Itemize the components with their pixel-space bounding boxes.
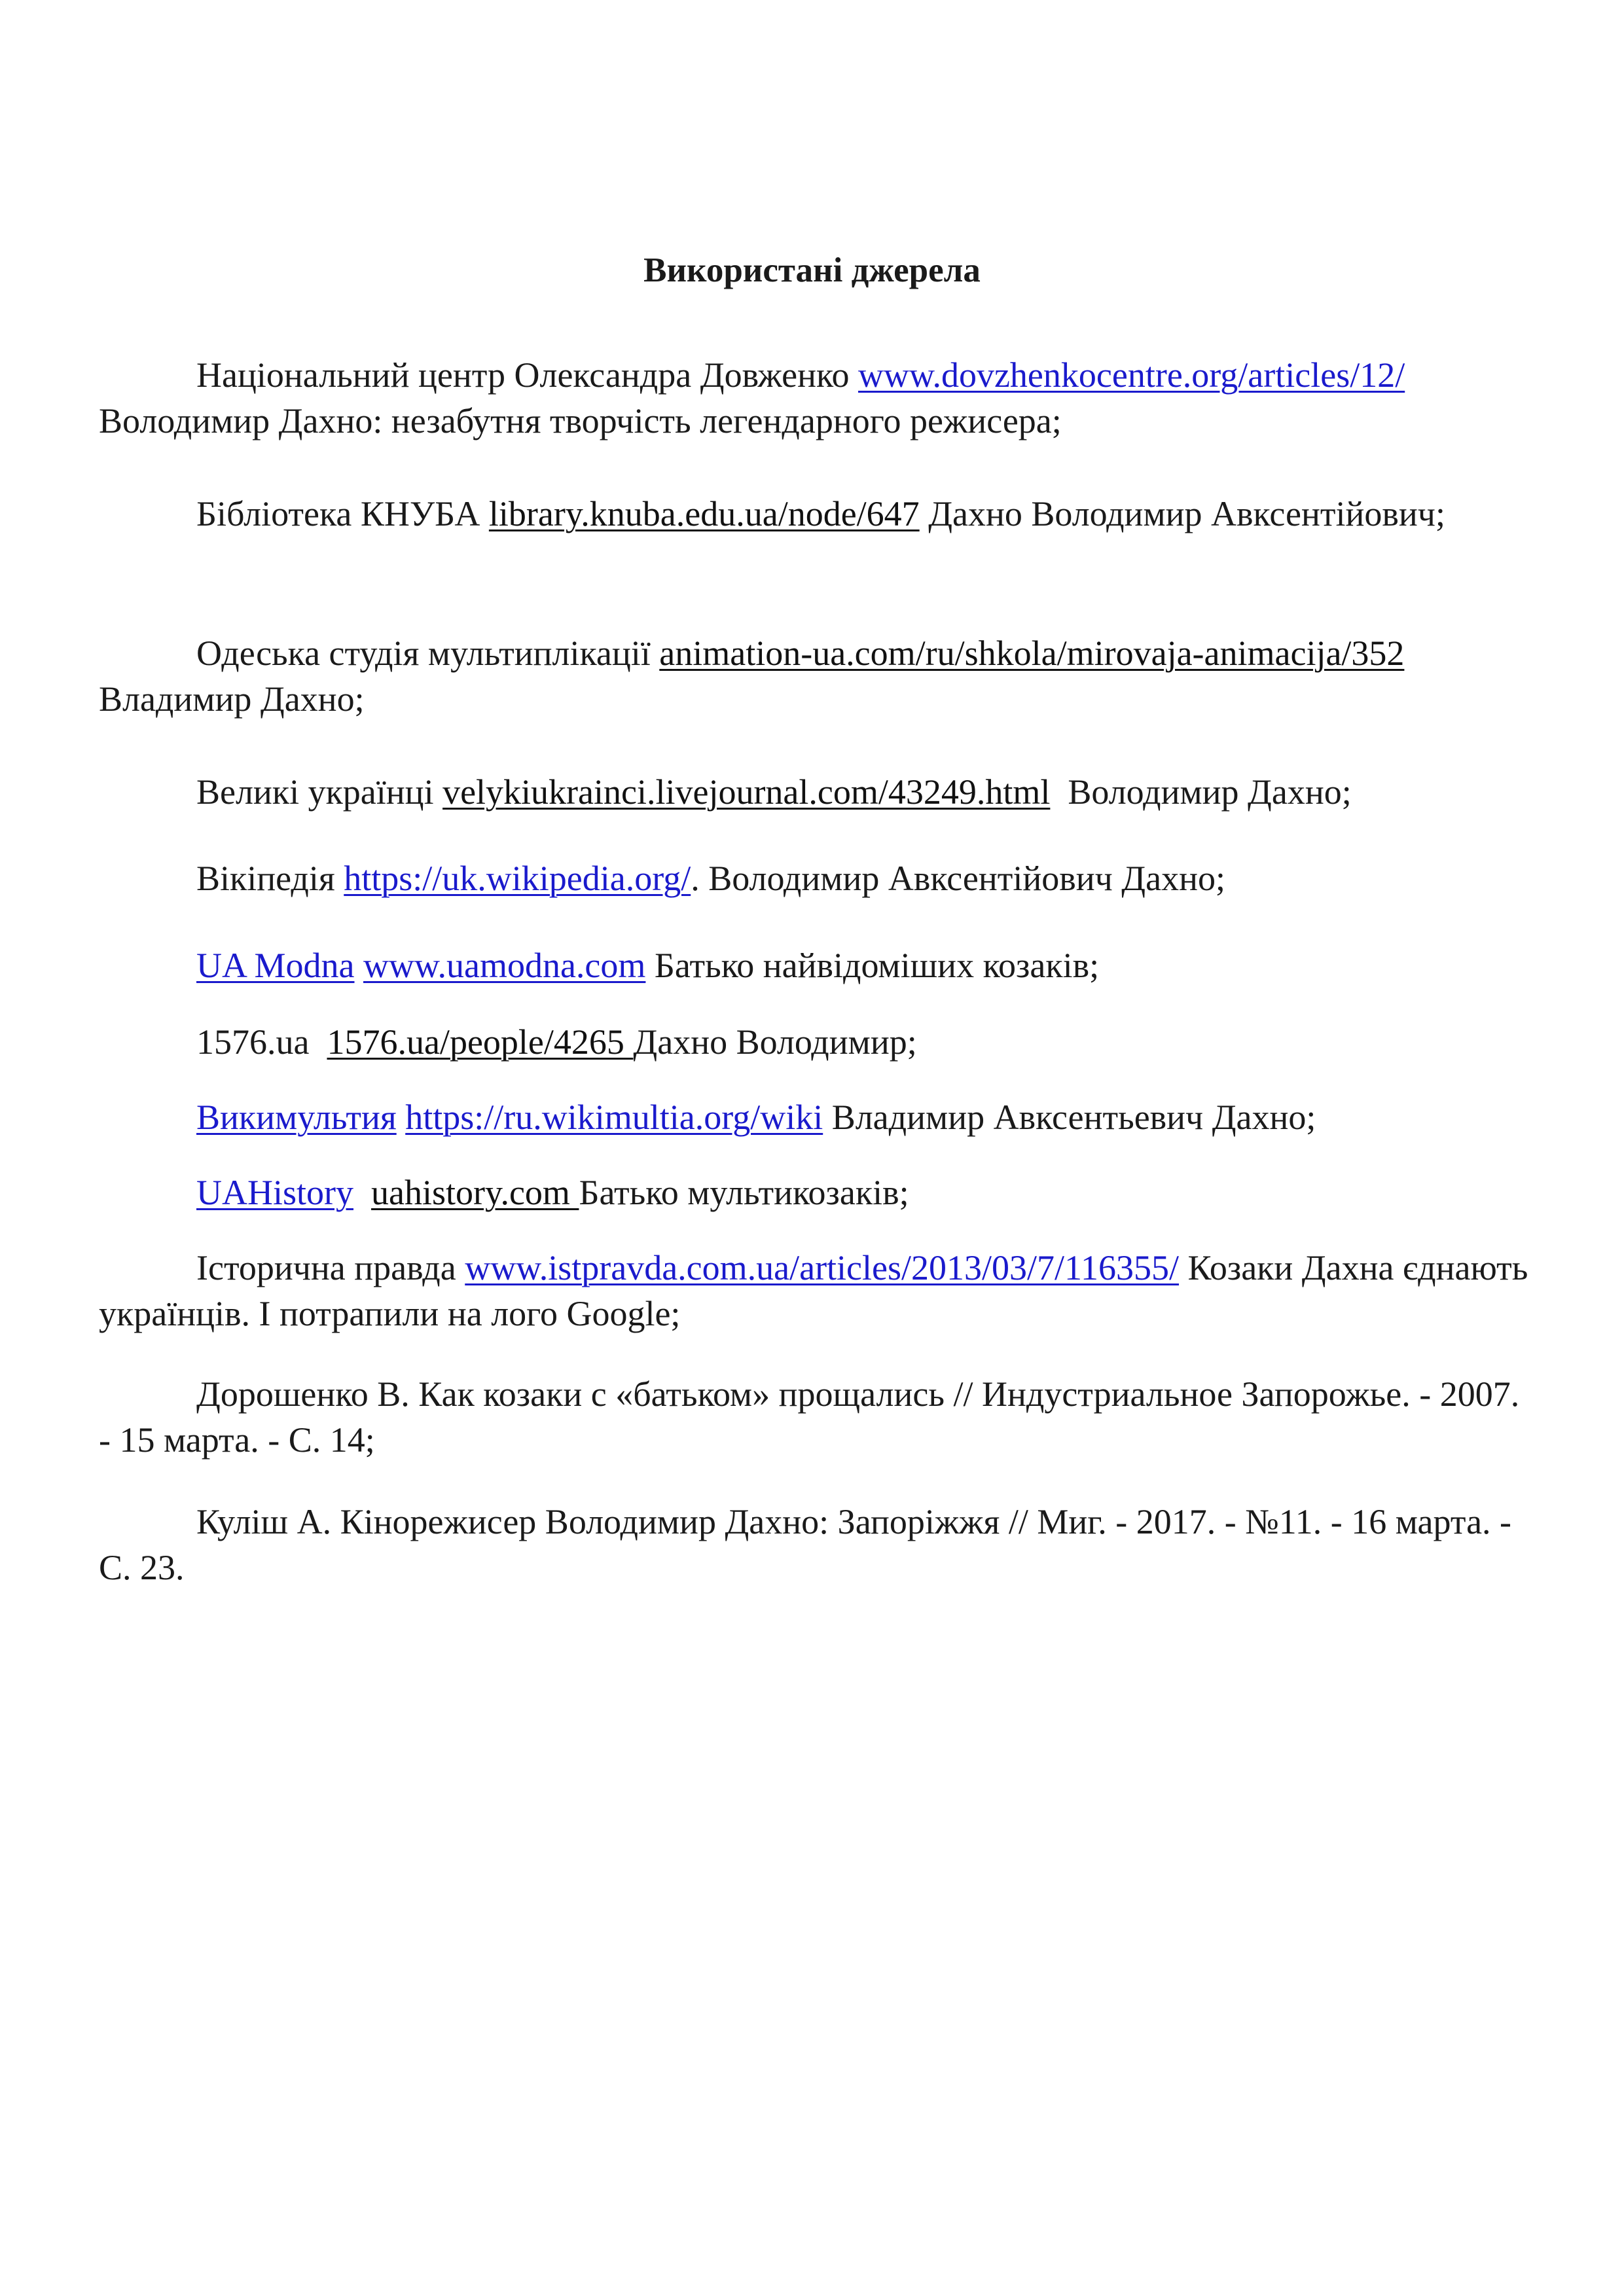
source-text: Батько мультикозаків; [579, 1173, 909, 1212]
source-link-wikimultia[interactable]: https://ru.wikimultia.org/wiki [405, 1098, 823, 1137]
source-link-uahistory-title[interactable]: UAHistory [196, 1173, 353, 1212]
source-separator [355, 946, 364, 985]
source-entry-knuba [99, 491, 1532, 537]
source-entry-wikipedia [99, 855, 1532, 901]
source-text: Національний центр Олександра Довженко [196, 355, 858, 395]
source-text: Куліш А. Кінорежисер Володимир Дахно: Запоріжжя // Миг. - 2017. - №11. - 16 марта. - С. 23. [99, 1502, 1530, 1587]
source-text: Одеська студія мультиплікації [196, 634, 660, 673]
source-link-livejournal[interactable]: velykiukrainci.livejournal.com/43249.html [442, 772, 1051, 812]
source-text: Історична правда [196, 1248, 465, 1287]
source-entry-1576 [99, 1019, 1532, 1065]
source-link-wikimultia-title[interactable]: Викимультия [196, 1098, 397, 1137]
source-entry-dovzhenko [99, 352, 1532, 444]
source-entry-doroshenko [99, 1371, 1532, 1463]
source-link-uamodna[interactable]: www.uamodna.com [363, 946, 646, 985]
source-link-knuba[interactable]: library.knuba.edu.ua/node/647 [488, 494, 920, 533]
source-text: Дахно Володимир; [633, 1022, 917, 1062]
source-entry-kulish [99, 1499, 1532, 1590]
source-link-uamodna-title[interactable]: UA Modna [196, 946, 355, 985]
source-text: Батько найвідоміших козаків; [645, 946, 1100, 985]
source-link-uahistory[interactable]: uahistory.com [371, 1173, 579, 1212]
source-link-wikipedia[interactable]: https://uk.wikipedia.org/ [344, 859, 691, 898]
source-text: Владимир Авксентьевич Дахно; [823, 1098, 1316, 1137]
source-link-istpravda[interactable]: www.istpravda.com.ua/articles/2013/03/7/116355/ [465, 1248, 1180, 1287]
source-link-dovzhenko[interactable]: www.dovzhenkocentre.org/articles/12/ [857, 355, 1405, 395]
page-title: Використані джерела [643, 251, 981, 289]
source-separator [397, 1098, 406, 1137]
source-text: Володимир Дахно; [1050, 772, 1352, 812]
source-entry-wikimultia [99, 1094, 1532, 1140]
source-text: . Володимир Авксентійович Дахно; [691, 859, 1225, 898]
source-text: Великі українці [196, 772, 443, 812]
source-text: Бібліотека КНУБА [196, 494, 489, 533]
source-text: Козаки Дахна єднають українців. І потрапили на лого Google; [99, 1248, 1537, 1333]
source-text: 1576.ua [196, 1022, 327, 1062]
source-entry-istpravda [99, 1245, 1537, 1336]
source-text: Дорошенко В. Как козаки с «батьком» прощались // Индустриальное Запорожье. - 2007. - 15 марта. - С. 14; [99, 1374, 1528, 1460]
source-entry-odessa-studio [99, 630, 1532, 722]
source-entry-uahistory [99, 1170, 1532, 1215]
source-link-animation-ua[interactable]: animation-ua.com/ru/shkola/mirovaja-animacija/352 [659, 634, 1405, 673]
source-entry-velyki-ukrainci [99, 769, 1532, 815]
source-text: Дахно Володимир Авксентійович; [919, 494, 1445, 533]
source-text: Владимир Дахно; [99, 634, 1413, 719]
source-text: Вікіпедія [196, 859, 344, 898]
source-entry-uamodna [99, 942, 1532, 988]
source-text: Володимир Дахно: незабутня творчість легендарного режисера; [99, 355, 1414, 440]
source-link-1576[interactable]: 1576.ua/people/4265 [327, 1022, 634, 1062]
source-separator [353, 1173, 371, 1212]
